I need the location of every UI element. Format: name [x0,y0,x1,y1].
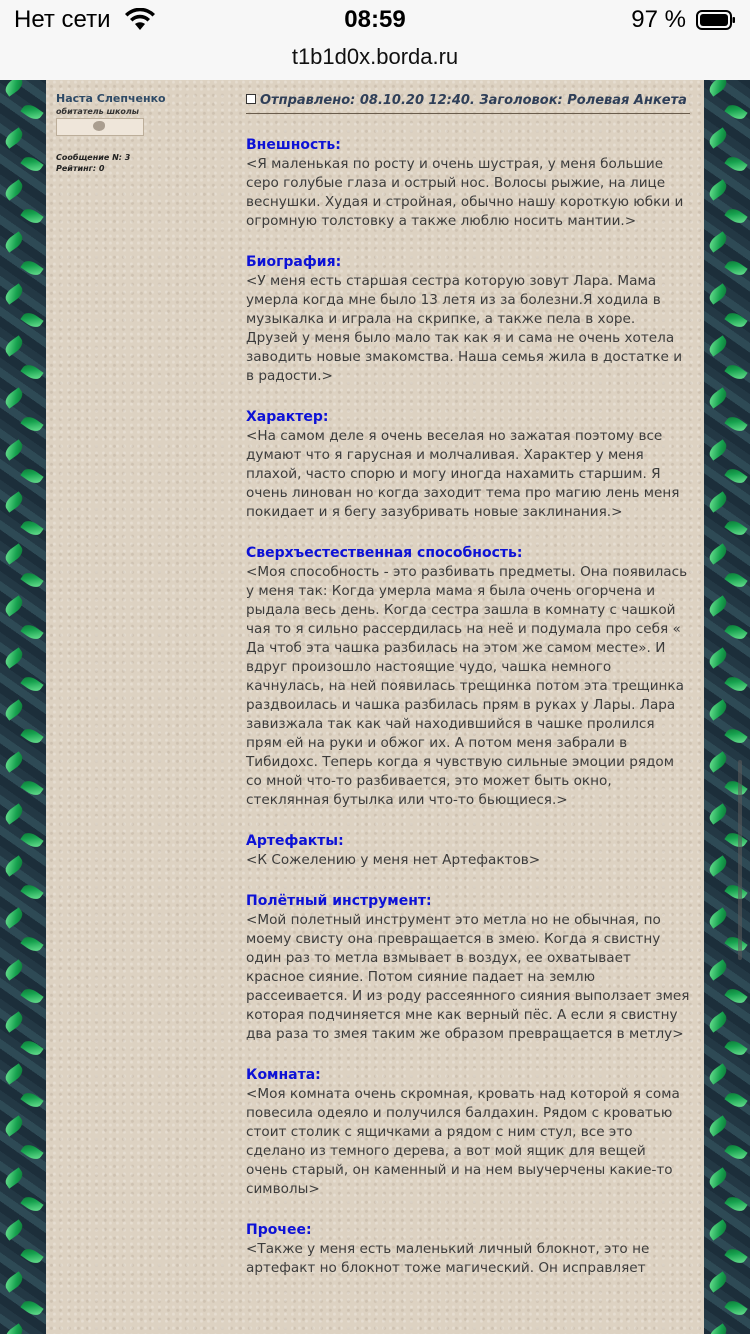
leaf-icon [706,1323,729,1334]
leaf-icon [724,1141,747,1162]
leaf-icon [20,621,43,642]
leaf-icon [724,1297,747,1318]
section-title: Сверхъестественная способность: [246,545,523,561]
leaf-icon [706,855,729,876]
section-title: Внешность: [246,137,341,153]
leaf-icon [724,985,747,1006]
battery-percent: 97 % [631,6,686,33]
leaf-icon [706,907,729,928]
leaf-icon [724,1193,747,1214]
leaf-icon [706,1167,729,1188]
address-bar[interactable] [0,40,750,80]
post-section [246,892,690,1044]
post-section [246,544,690,810]
leaf-icon [706,803,729,824]
section-body: <Мой полетный инструмент это метла но не обычная, по моему свисту она превращается в змею. Когда я свистну один раз то метла взмывает в воздух, ее охватывает красное сияние. Потом сияние падает на землю рассеивается. И из роду рассеянного сияния выползает змея которая подчиняется мне как верный пёс. А если я свистну два раза то змея таким же образом превращается в метлу> [246,912,690,1042]
leaf-icon [20,829,43,850]
post-icon[interactable] [246,94,256,104]
leaf-icon [706,1063,729,1084]
battery-icon [696,10,736,30]
scrollbar[interactable] [738,760,742,960]
leaf-icon [706,387,729,408]
leaf-icon [724,881,747,902]
section-body: <У меня есть старшая сестра которую зовут Лара. Мама умерла когда мне было 13 летя из за болезни.Я ходила в музыкалка и играла на скрипке, а также пела в хоре. Друзей у меня было мало так как я и сама не очень хотела заводить новые змакомства. Наша семья жила в достатке и в радости.> [246,273,683,384]
leaf-icon [20,1245,43,1266]
author-meta [56,152,236,174]
leaf-icon [706,1219,729,1240]
leaf-icon [724,205,747,226]
leaf-icon [20,1037,43,1058]
leaf-icon [2,751,25,772]
leaf-icon [2,543,25,564]
leaf-icon [2,1167,25,1188]
leaf-icon [2,1219,25,1240]
leaf-icon [2,283,25,304]
section-body: <Моя способность - это разбивать предметы. Она появилась у меня так: Когда умерла мама я была очень огорчена и рыдала весь день. Когда сестра зашла в комнату с чашкой чая то я сильно рассердилась на неё и подумала про себя « Да чтоб эта чашка разбилась на этом же самом месте». И вдруг произошло настоящие чудо, чашка немного качнулась, на ней появилась трещинка потом эта трещинка раздвоилась и чашка разбилась прям в руках у Лары. Лара завизжала так как чай находившийся в чашке пролился прям ей на руки и обжог их. А потом меня забрали в Тибидохс. Теперь когда я чувствую сильные эмоции рядом со мной что-то разбивается, это может быть окно, стеклянная бутылка или что-то бьющиеся.> [246,564,688,808]
section-title: Характер: [246,409,329,425]
post-body [246,92,690,1278]
post-section [246,408,690,522]
leaf-icon [20,725,43,746]
leaf-icon [2,80,25,97]
leaf-icon [706,231,729,252]
author-panel [56,92,236,174]
post-section [246,1221,690,1278]
leaf-icon [706,699,729,720]
section-title: Комната: [246,1067,321,1083]
leaf-icon [706,491,729,512]
leaf-icon [724,621,747,642]
leaf-icon [20,205,43,226]
leaf-icon [724,413,747,434]
leaf-icon [706,543,729,564]
leaf-icon [706,751,729,772]
leaf-icon [2,1323,25,1334]
leaf-icon [20,1141,43,1162]
leaf-icon [706,1011,729,1032]
status-bar [0,0,750,40]
leaf-icon [20,777,43,798]
leaf-icon [20,673,43,694]
clock: 08:59 [344,6,406,33]
leaf-icon [706,1115,729,1136]
leaf-icon [724,1245,747,1266]
leaf-icon [706,80,729,97]
section-title: Артефакты: [246,833,344,849]
section-body: <Моя комната очень скромная, кровать над которой я сома повесила одеяло и получился балдахин. Рядом с кроватью стоит столик с ящичками а рядом с ним стул, все это сделано из темного дерева, а вот мой ящик для вещей очень старый, он каменный и на нем выучерчены какие-то символы> [246,1086,680,1197]
leaf-icon [706,959,729,980]
leaf-icon [724,725,747,746]
network-status: Нет сети [14,6,111,33]
leaf-icon [724,1037,747,1058]
leaf-icon [20,361,43,382]
leaf-icon [2,595,25,616]
author-rank: обитатель школы [56,107,140,116]
leaf-icon [20,1193,43,1214]
post-section [246,253,690,386]
leaf-icon [724,933,747,954]
leaf-icon [706,179,729,200]
forum-page [0,80,750,1334]
leaf-icon [724,309,747,330]
leaf-icon [20,881,43,902]
avatar [56,118,144,136]
leaf-icon [2,959,25,980]
right-vine-border [704,80,750,1334]
post-container [46,80,704,1334]
section-body: <К Сожелению у меня нет Артефактов> [246,852,541,868]
leaf-icon [20,465,43,486]
leaf-icon [706,283,729,304]
leaf-icon [20,1297,43,1318]
leaf-icon [706,127,729,148]
leaf-icon [724,517,747,538]
leaf-icon [2,1011,25,1032]
post-section [246,136,690,231]
leaf-icon [724,777,747,798]
avatar-image-icon [93,121,105,131]
leaf-icon [724,257,747,278]
section-body: <Я маленькая по росту и очень шустрая, у меня большие серо голубые глаза и острый нос. Волосы рыжие, на лице веснушки. Худая и стройная, обычно нашу короткую юбки и огромную толстовку а также люблю носить мантии.> [246,156,684,229]
leaf-icon [2,179,25,200]
section-title: Прочее: [246,1222,312,1238]
leaf-icon [2,231,25,252]
post-section [246,1066,690,1199]
leaf-icon [706,1271,729,1292]
leaf-icon [2,387,25,408]
url-text[interactable]: t1b1d0x.borda.ru [291,44,459,69]
leaf-icon [20,517,43,538]
leaf-icon [2,907,25,928]
post-header [246,92,690,114]
leaf-icon [2,335,25,356]
leaf-icon [706,595,729,616]
leaf-icon [2,647,25,668]
leaf-icon [20,309,43,330]
leaf-icon [706,439,729,460]
leaf-icon [20,257,43,278]
author-rating: Рейтинг: 0 [56,164,105,173]
leaf-icon [20,153,43,174]
leaf-icon [724,829,747,850]
leaf-icon [724,361,747,382]
leaf-icon [20,101,43,122]
leaf-icon [2,699,25,720]
leaf-icon [2,1271,25,1292]
leaf-icon [20,1089,43,1110]
leaf-icon [20,985,43,1006]
section-body: <На самом деле я очень веселая но зажатая поэтому все думают что я гарусная и молчаливая. Характер у меня плахой, часто спорю и могу иногда нахамить старшим. Я очень линован но когда заходит тема про магию лень меня покидает и я бегу зазубривать новые заклинания.> [246,428,680,520]
leaf-icon [724,673,747,694]
leaf-icon [2,1115,25,1136]
leaf-icon [2,855,25,876]
leaf-icon [2,803,25,824]
left-vine-border [0,80,46,1334]
leaf-icon [20,933,43,954]
message-count: Сообщение N: 3 [56,153,131,162]
author-name[interactable]: Наста Слепченко [56,92,166,105]
leaf-icon [2,439,25,460]
leaf-icon [724,465,747,486]
leaf-icon [20,413,43,434]
leaf-icon [20,569,43,590]
leaf-icon [2,1063,25,1084]
post-header-text: Отправлено: 08.10.20 12:40. Заголовок: Ролевая Анкета [260,93,687,108]
leaf-icon [706,647,729,668]
post-section [246,832,690,870]
leaf-icon [724,153,747,174]
section-title: Биография: [246,254,342,270]
section-title: Полётный инструмент: [246,893,432,909]
leaf-icon [2,127,25,148]
leaf-icon [724,569,747,590]
leaf-icon [2,491,25,512]
section-body: <Также у меня есть маленький личный блокнот, это не артефакт но блокнот тоже магический. Он исправляет [246,1241,650,1276]
leaf-icon [724,101,747,122]
leaf-icon [724,1089,747,1110]
leaf-icon [706,335,729,356]
